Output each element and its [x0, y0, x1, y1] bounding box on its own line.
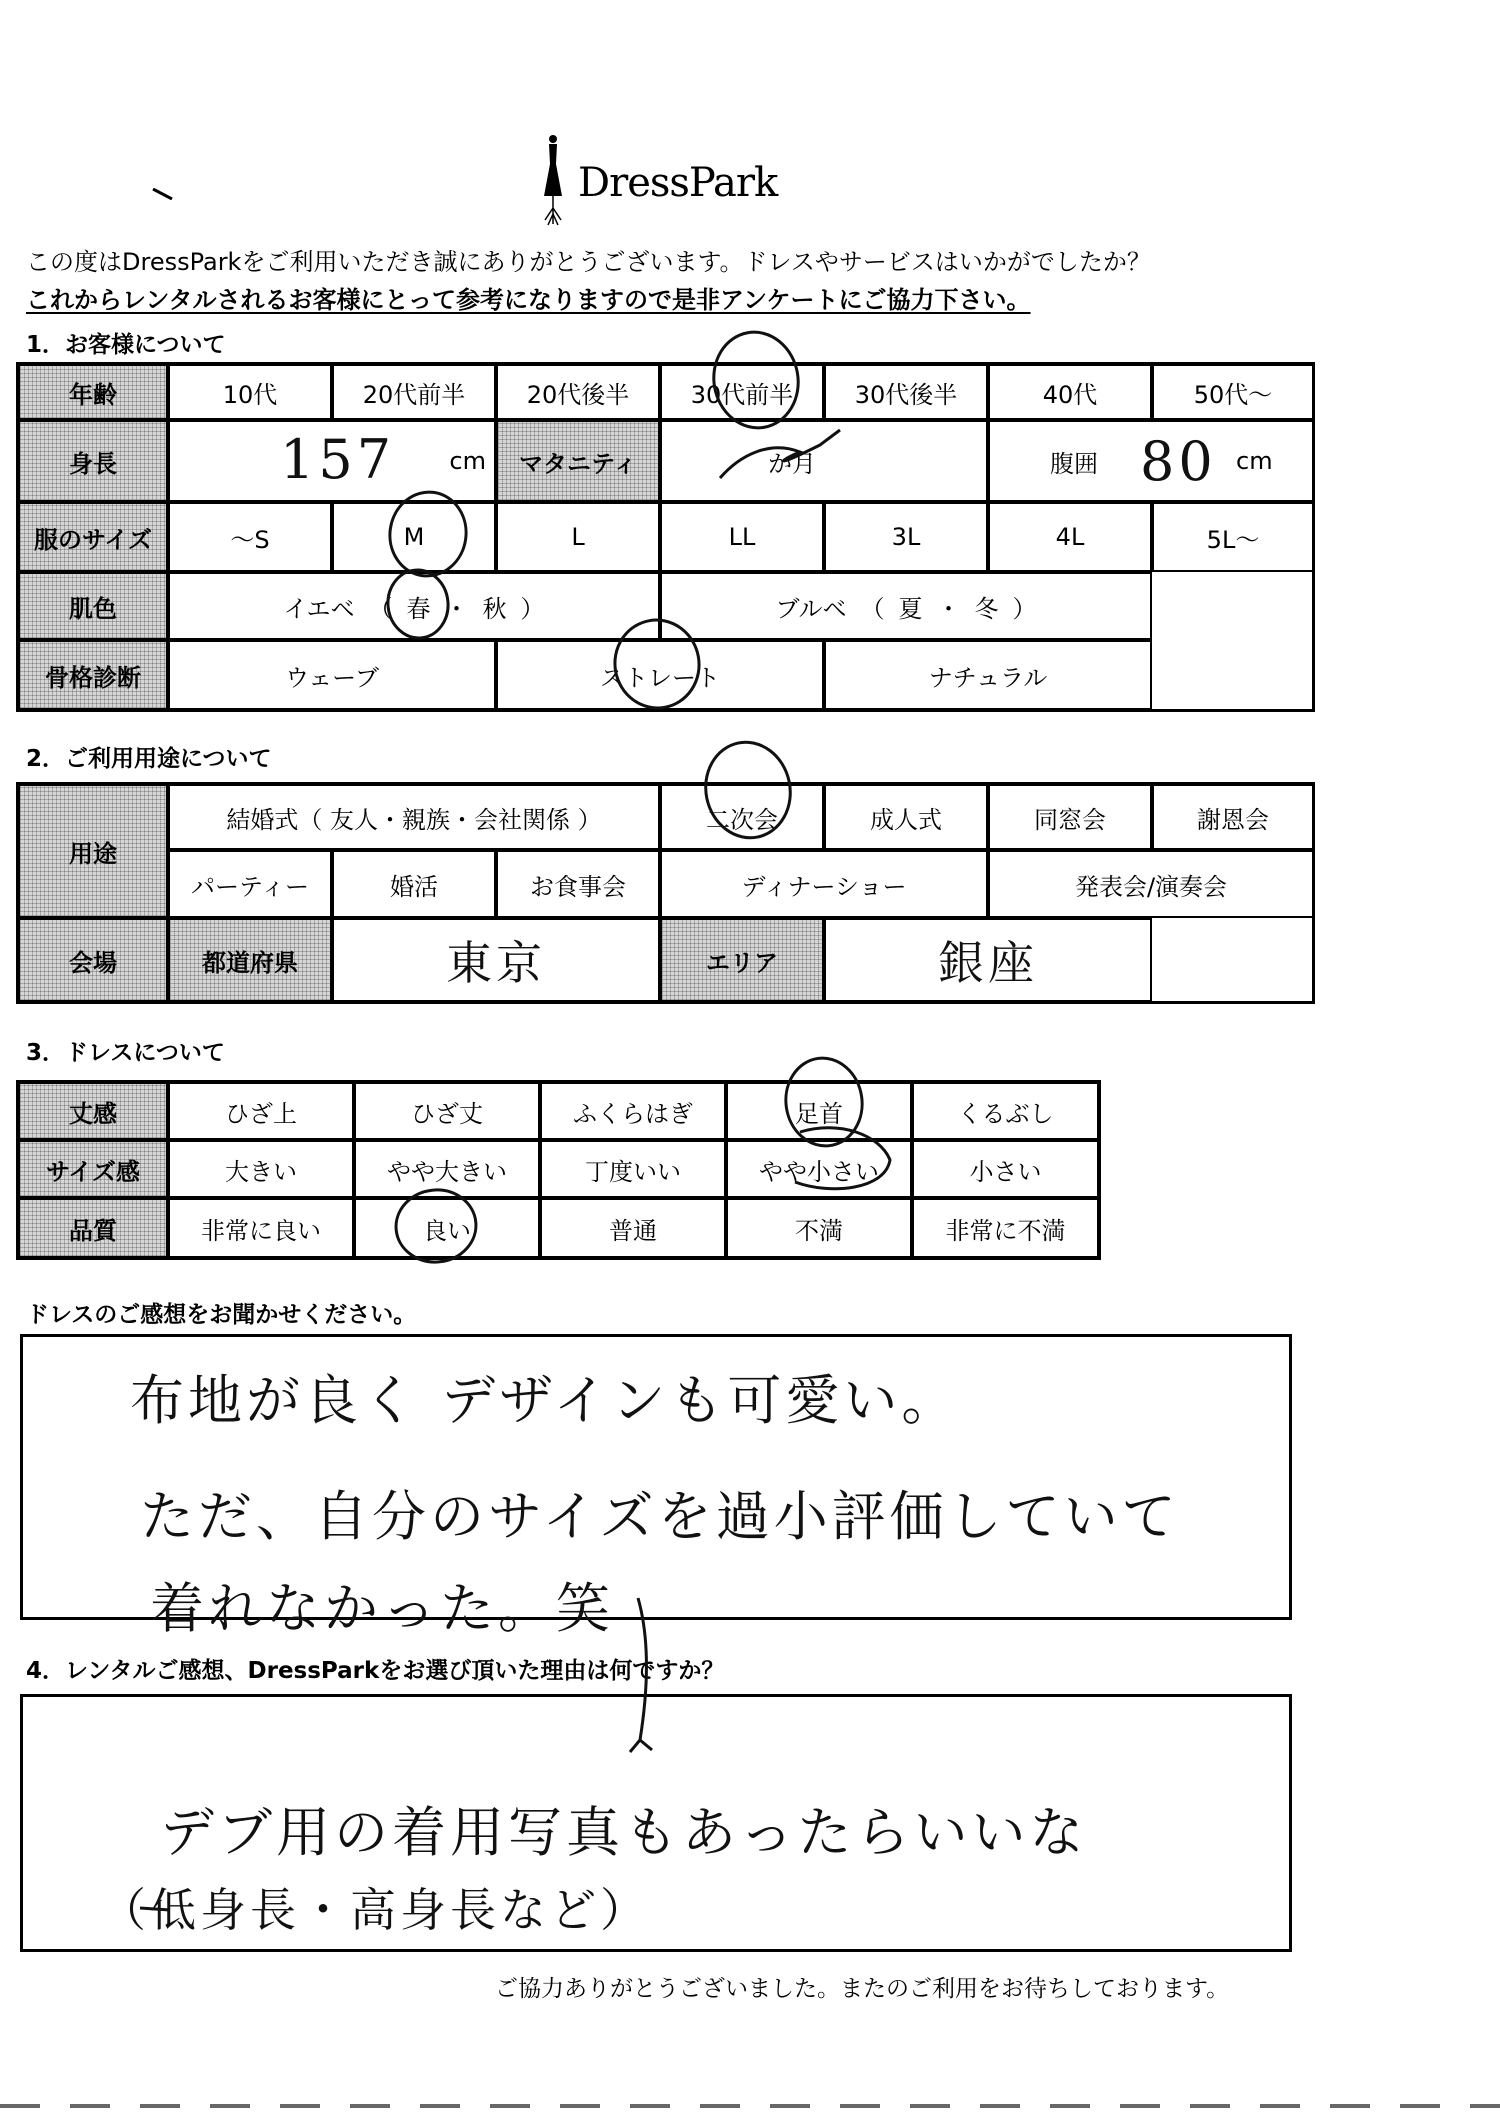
intro-text: この度はDressParkをご利用いただき誠にありがとうございます。ドレスやサービスはいかがでしたか？ — [26, 248, 1151, 276]
section-title-customer: 1．お客様について — [26, 332, 226, 358]
size-option[interactable]: 5L～ — [1152, 502, 1314, 572]
impression-line: ただ、自分のサイズを過小評価していて — [140, 1485, 1180, 1548]
scan-mark — [152, 188, 174, 200]
length-option[interactable]: ひざ上 — [168, 1082, 354, 1140]
separator: ・ — [936, 594, 961, 623]
purpose-label: 用途 — [18, 784, 168, 918]
purpose-option[interactable]: 同窓会 — [988, 784, 1152, 850]
prefecture-label: 都道府県 — [168, 918, 332, 1002]
paren-close: ） — [520, 594, 545, 623]
dress-logo-icon — [538, 134, 568, 226]
skin-yellow-label: イエベ — [283, 594, 355, 623]
age-option[interactable]: 10代 — [168, 364, 332, 420]
quality-option[interactable]: 普通 — [540, 1198, 726, 1258]
age-label: 年齢 — [18, 364, 168, 420]
skin-yellow-option[interactable] — [168, 572, 660, 640]
purpose-option[interactable]: パーティー — [168, 850, 332, 918]
size-label: 服のサイズ — [18, 502, 168, 572]
height-unit: cm — [449, 447, 486, 475]
maternity-label: マタニティ — [496, 420, 660, 502]
paren-open: （ — [368, 594, 393, 623]
purpose-wedding[interactable]: 結婚式（ 友人・親族・会社関係 ） — [168, 784, 660, 850]
purpose-option[interactable]: 発表会/演奏会 — [988, 850, 1314, 918]
quality-option[interactable]: 非常に不満 — [912, 1198, 1099, 1258]
length-option[interactable]: ひざ丈 — [354, 1082, 540, 1140]
maternity-unit: か月 — [768, 449, 816, 478]
fit-option[interactable]: 丁度いい — [540, 1140, 726, 1198]
quality-label: 品質 — [18, 1198, 168, 1258]
intro-request: これからレンタルされるお客様にとって参考になりますので是非アンケートにご協力下さい。 — [26, 286, 1031, 314]
size-option[interactable]: M — [332, 502, 496, 572]
age-option[interactable]: 40代 — [988, 364, 1152, 420]
frame-option[interactable]: ウェーブ — [168, 640, 496, 710]
section-title-purpose: 2．ご利用用途について — [26, 746, 272, 772]
frame-option[interactable]: ナチュラル — [824, 640, 1152, 710]
size-option[interactable]: 4L — [988, 502, 1152, 572]
fit-option[interactable]: 小さい — [912, 1140, 1099, 1198]
prefecture-value: 東京 — [446, 936, 546, 990]
section-title-reason: 4．レンタルご感想、DressParkをお選び頂いた理由は何ですか？ — [26, 1658, 725, 1684]
size-option[interactable]: ～S — [168, 502, 332, 572]
area-label: エリア — [660, 918, 824, 1002]
fit-option[interactable]: やや小さい — [726, 1140, 912, 1198]
length-option[interactable]: くるぶし — [912, 1082, 1099, 1140]
waist-unit: cm — [1236, 447, 1273, 475]
age-option[interactable]: 20代前半 — [332, 364, 496, 420]
purpose-option[interactable]: 成人式 — [824, 784, 988, 850]
quality-option[interactable]: 良い — [354, 1198, 540, 1258]
maternity-field[interactable] — [660, 420, 988, 502]
age-option[interactable]: 30代後半 — [824, 364, 988, 420]
height-label: 身長 — [18, 420, 168, 502]
skin-label: 肌色 — [18, 572, 168, 640]
size-option[interactable]: LL — [660, 502, 824, 572]
reason-line: デブ用の着用写真もあったらいいな — [160, 1801, 1088, 1864]
height-field[interactable] — [168, 420, 496, 502]
skin-winter[interactable]: 冬 — [974, 594, 999, 623]
height-value: 157 — [280, 428, 396, 491]
prefecture-field[interactable] — [332, 918, 660, 1002]
purpose-option[interactable]: ディナーショー — [660, 850, 988, 918]
venue-label: 会場 — [18, 918, 168, 1002]
age-option[interactable]: 50代～ — [1152, 364, 1314, 420]
quality-option[interactable]: 不満 — [726, 1198, 912, 1258]
purpose-option[interactable]: 謝恩会 — [1152, 784, 1314, 850]
fit-option[interactable]: やや大きい — [354, 1140, 540, 1198]
area-field[interactable] — [824, 918, 1152, 1002]
impression-line: 布地が良く デザインも可愛い。 — [130, 1369, 960, 1432]
waist-label: 腹囲 — [1050, 449, 1098, 478]
waist-field[interactable] — [988, 420, 1314, 502]
size-option[interactable]: 3L — [824, 502, 988, 572]
length-label: 丈感 — [18, 1082, 168, 1140]
skin-blue-option[interactable] — [660, 572, 1152, 640]
impression-title: ドレスのご感想をお聞かせください。 — [26, 1302, 417, 1328]
size-option[interactable]: L — [496, 502, 660, 572]
impression-line: 着れなかった。笑 — [150, 1577, 614, 1640]
closing-message: ご協力ありがとうございました。またのご利用をお待ちしております。 — [495, 1976, 1230, 2002]
frame-label: 骨格診断 — [18, 640, 168, 710]
area-value: 銀座 — [938, 936, 1038, 990]
skin-autumn[interactable]: 秋 — [482, 594, 507, 623]
skin-summer[interactable]: 夏 — [898, 594, 923, 623]
reason-line: （低身長・高身長など） — [100, 1883, 650, 1937]
age-option[interactable]: 30代前半 — [660, 364, 824, 420]
length-option[interactable]: 足首 — [726, 1082, 912, 1140]
scan-edge — [0, 2104, 1500, 2108]
fit-label: サイズ感 — [18, 1140, 168, 1198]
waist-value: 80 — [1140, 430, 1217, 493]
frame-option[interactable]: ストレート — [496, 640, 824, 710]
age-option[interactable]: 20代後半 — [496, 364, 660, 420]
paren-open: （ — [860, 594, 885, 623]
length-option[interactable]: ふくらはぎ — [540, 1082, 726, 1140]
brand-logo: DressPark — [578, 160, 778, 206]
skin-blue-label: ブルベ — [775, 594, 847, 623]
quality-option[interactable]: 非常に良い — [168, 1198, 354, 1258]
purpose-option[interactable]: 二次会 — [660, 784, 824, 850]
separator: ・ — [444, 594, 469, 623]
purpose-option[interactable]: お食事会 — [496, 850, 660, 918]
skin-spring[interactable]: 春 — [406, 594, 431, 623]
purpose-option[interactable]: 婚活 — [332, 850, 496, 918]
fit-option[interactable]: 大きい — [168, 1140, 354, 1198]
section-title-dress: 3．ドレスについて — [26, 1040, 225, 1066]
paren-close: ） — [1012, 594, 1037, 623]
